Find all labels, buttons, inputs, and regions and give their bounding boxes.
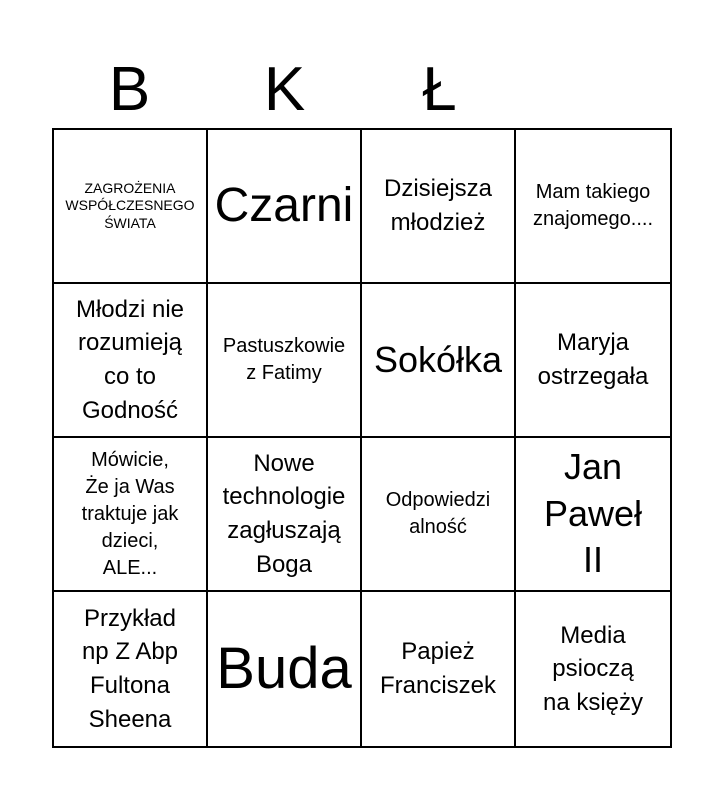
header-letter-2: K [263, 55, 306, 124]
bingo-cell-r3c1[interactable]: Mówicie, Że ja Was traktuje jak dzieci, ALE... [54, 438, 208, 592]
bingo-cell-r1c1[interactable]: ZAGROŻENIA WSPÓŁCZESNEGO ŚWIATA [54, 130, 208, 284]
bingo-cell-r4c3[interactable]: Papież Franciszek [362, 592, 516, 746]
header-letter-3: Ł [422, 55, 457, 124]
bingo-cell-r1c2[interactable]: Czarni [208, 130, 362, 284]
bingo-cell-r2c1[interactable]: Młodzi nie rozumieją co to Godność [54, 284, 208, 438]
bingo-cell-r3c4[interactable]: Jan Paweł II [516, 438, 670, 592]
bingo-cell-r2c2[interactable]: Pastuszkowie z Fatimy [208, 284, 362, 438]
bingo-board [52, 128, 672, 748]
header-letter-1: B [108, 55, 151, 124]
bingo-cell-r3c3[interactable]: Odpowiedzi alność [362, 438, 516, 592]
bingo-cell-r2c4[interactable]: Maryja ostrzegała [516, 284, 670, 438]
header-letter-4 [517, 52, 672, 128]
bingo-cell-r1c4[interactable]: Mam takiego znajomego.... [516, 130, 670, 284]
bingo-cell-r2c3[interactable]: Sokółka [362, 284, 516, 438]
bingo-cell-r1c3[interactable]: Dzisiejsza młodzież [362, 130, 516, 284]
bingo-header [52, 52, 672, 128]
bingo-cell-r3c2[interactable]: Nowe technologie zagłuszają Boga [208, 438, 362, 592]
bingo-cell-r4c1[interactable]: Przykład np Z Abp Fultona Sheena [54, 592, 208, 746]
bingo-cell-r4c4[interactable]: Media psioczą na księży [542, 621, 644, 716]
bingo-cell-r4c2[interactable]: Buda [208, 592, 362, 746]
